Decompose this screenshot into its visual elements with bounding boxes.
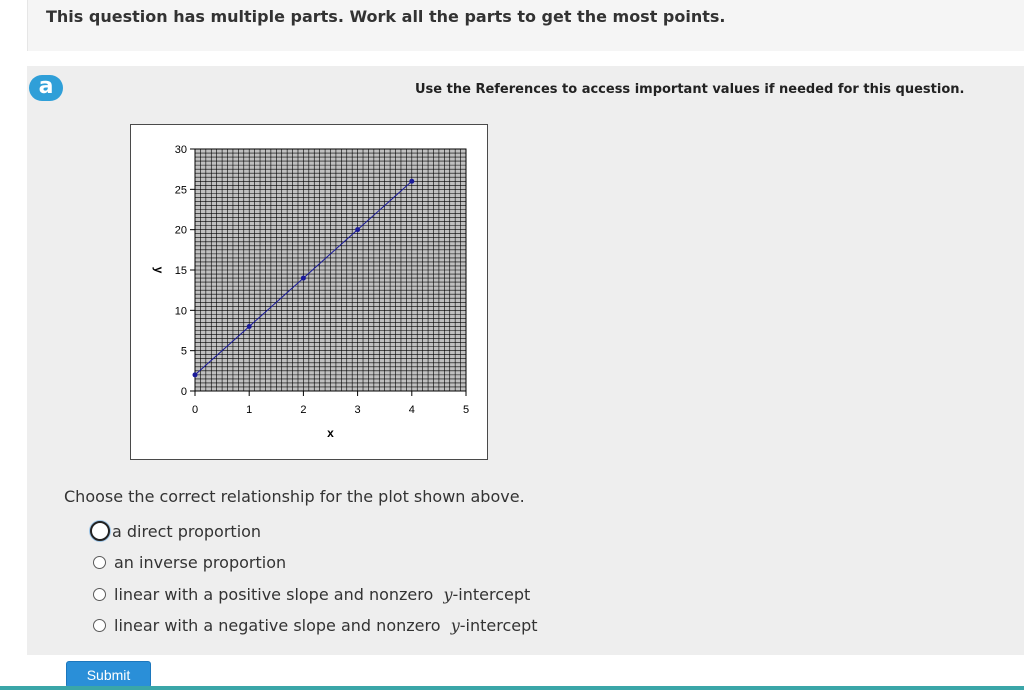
y-tick-label: 20 xyxy=(174,224,187,237)
plot-frame xyxy=(130,124,488,460)
radio-button[interactable] xyxy=(93,588,106,601)
data-point xyxy=(409,179,414,184)
y-tick-label: 5 xyxy=(180,345,187,358)
x-axis-label: x xyxy=(327,426,334,440)
references-note: Use the References to access important values if needed for this question. xyxy=(415,82,965,97)
option-inverse-proportion[interactable] xyxy=(93,551,286,573)
y-tick-label: 10 xyxy=(174,305,187,318)
part-badge: a xyxy=(29,75,63,101)
x-tick-label: 0 xyxy=(191,404,199,416)
x-tick-label: 5 xyxy=(462,404,470,416)
y-tick-label: 25 xyxy=(174,184,187,197)
y-tick-label: 30 xyxy=(174,144,187,156)
option-linear-positive-slope[interactable] xyxy=(93,583,530,605)
footer-divider xyxy=(0,686,1024,690)
y-tick-label: 15 xyxy=(174,265,187,277)
line-chart xyxy=(131,125,487,459)
x-tick-label: 1 xyxy=(246,404,253,416)
x-tick-label: 2 xyxy=(300,404,307,416)
data-point xyxy=(193,372,198,377)
radio-button[interactable] xyxy=(93,619,106,632)
radio-button[interactable] xyxy=(93,556,106,569)
option-label: a direct proportion xyxy=(112,521,262,541)
x-tick-label: 3 xyxy=(354,404,361,416)
option-linear-negative-slope[interactable] xyxy=(93,614,538,636)
question-prompt: Choose the correct relationship for the plot shown above. xyxy=(64,487,525,506)
data-point xyxy=(247,324,252,329)
data-point xyxy=(301,276,306,281)
option-label: linear with a positive slope and nonzero y-intercept xyxy=(114,584,531,604)
submit-button[interactable]: Submit xyxy=(66,661,151,688)
option-label: an inverse proportion xyxy=(114,552,287,572)
radio-button[interactable] xyxy=(90,521,110,541)
y-axis-label: y xyxy=(152,266,166,274)
option-direct-proportion[interactable] xyxy=(93,520,261,542)
option-label: linear with a negative slope and nonzero y-intercept xyxy=(114,615,538,635)
x-tick-label: 4 xyxy=(408,404,415,416)
data-point xyxy=(355,227,360,232)
y-tick-label: 0 xyxy=(180,386,187,398)
instructions-text: This question has multiple parts. Work all the parts to get the most points. xyxy=(46,7,726,26)
